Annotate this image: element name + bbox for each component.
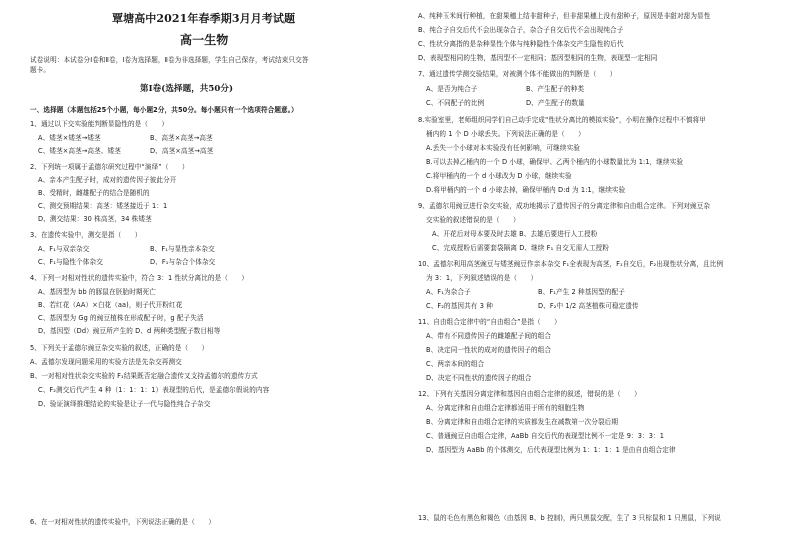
option-d: D、F₂中 1/2 高茎植株可稳定遗传 — [538, 302, 639, 310]
question-8-line-2: 桶内的 1 个 D 小球丢失。下列说法正确的是（ ） — [426, 130, 585, 138]
question-10-options-row-2 — [426, 302, 639, 311]
question-2-option-d: D、测交结果：30 株高茎，34 株矮茎 — [38, 215, 152, 223]
question-6-option-c: C、性状分离指的是杂种显性个体与纯种隐性个体杂交产生隐性的后代 — [418, 40, 624, 48]
option-d: D、高茎×高茎→高茎 — [150, 147, 214, 155]
question-2-option-c: C、测交预期结果：高茎：矮茎接近于 1：1 — [38, 202, 168, 210]
question-4-option-b: B、若红花（AA）×白花（aa)，则子代开粉红花 — [38, 301, 183, 309]
question-4-option-c: C、基因型为 Gg 的豌豆植株在形成配子时，g 配子失活 — [38, 314, 204, 322]
question-12-option-b: B、分离定律和自由组合定律的实质都发生在减数第一次分裂后期 — [426, 418, 619, 426]
section-heading: 第Ⅰ卷(选择题，共50分) — [140, 84, 234, 94]
question-11-option-c: C、两亲本间的组合 — [426, 360, 485, 368]
option-a: A、F₁与双亲杂交 — [38, 245, 90, 253]
question-12-option-d: D、基因型为 AaBb 的个体测交，后代表现型比例为 1：1：1：1 是由自由组合定律 — [426, 446, 676, 454]
question-11-option-a: A、带有不同遗传因子的雌雄配子间的组合 — [426, 332, 552, 340]
question-11: 11、自由组合定律中的“自由组合”是指（ ） — [418, 318, 561, 326]
question-1-options-row-2 — [38, 147, 213, 156]
right-column — [418, 0, 778, 550]
question-9-line-1: 9、孟德尔用豌豆进行杂交实验，成功地揭示了遗传因子的分离定律和自由组合定律。下列对豌豆杂 — [418, 202, 711, 210]
exam-notes-line-1: 试卷说明：本试卷分Ⅰ卷和Ⅱ卷，Ⅰ卷为选择题，Ⅱ卷为非选择题，学生自己保存，考试结束只交答 — [30, 56, 309, 64]
option-b: B、高茎×高茎→高茎 — [150, 134, 213, 142]
question-7-options-row-1 — [426, 85, 584, 94]
question-5-option-b: B、一对相对性状杂交实验的 F₁结果既否定融合遗传又支持孟德尔的遗传方式 — [30, 372, 258, 380]
question-6-option-a: A、纯种玉米间行种植，在甜果穗上结非甜种子，但非甜果穗上没有甜种子，原因是非甜对甜为显性 — [418, 12, 711, 20]
option-c: C、F₁与隐性个体杂交 — [38, 258, 103, 266]
exam-notes-line-2: 题卡。 — [30, 66, 51, 74]
instructions: 一、选择题（本题包括25个小题，每小题2分，共50分。每小题只有一个选项符合题意。） — [30, 106, 298, 114]
option-c: C、F₂的基因共有 3 种 — [426, 302, 493, 310]
option-a: A、F₁为杂合子 — [426, 288, 471, 296]
question-5-option-c: C、F₂测交后代产生 4 种（1：1：1：1）表现型的后代，是孟德尔假说的内容 — [38, 386, 270, 394]
option-d: D、F₁与杂合个体杂交 — [150, 258, 216, 266]
question-13: 13、鼠的毛色有黑色和褐色（由基因 B、b 控制)，两只黑鼠交配，生了 3 只棕鼠和 1 只黑鼠，下列说 — [418, 514, 721, 522]
question-7: 7、通过遗传学测交验结果，对被测个体不能做出的判断是（ ） — [418, 70, 617, 78]
question-8-option-a: A.丢失一个小球对本实验没有任何影响，可继续实验 — [426, 144, 580, 152]
question-2-option-b: B、受精时，雌雄配子的结合是随机的 — [38, 189, 150, 197]
question-8-option-d: D.将甲桶内的一个 d 小球去掉，确保甲桶内 D:d 为 1:1，继续实验 — [426, 186, 626, 194]
option-c: C、不同配子的比例 — [426, 99, 485, 107]
question-1-options-row-1 — [38, 134, 213, 143]
exam-title: 覃塘高中2021年春季期3月月考试题 — [112, 12, 296, 25]
question-5: 5、下列关于孟德尔豌豆杂交实验的叙述，正确的是（ ） — [30, 344, 209, 352]
left-column — [30, 0, 385, 550]
question-8-option-b: B.可以去掉乙桶内的一个 D 小球，确保甲、乙两个桶内的小球数量比为 1:1，继续实验 — [426, 158, 684, 166]
question-9-options-cd: C、完成授粉后需要套袋隔离 D、继续 F₁ 自交无需人工授粉 — [432, 244, 610, 252]
question-9-line-2: 交实验的叙述错误的是（ ） — [426, 216, 520, 224]
question-2-option-a: A、亲本产生配子时，成对的遗传因子彼此分开 — [38, 176, 177, 184]
question-11-option-d: D、决定不同性状的遗传因子的组合 — [426, 374, 532, 382]
option-d: D、产生配子的数量 — [526, 99, 585, 107]
question-3-options-row-2 — [38, 258, 215, 267]
question-4: 4、下列一对相对性状的遗传实验中，符合 3：1 性状分离比的是（ ） — [30, 274, 249, 282]
question-10-line-1: 10、孟德尔利用高茎豌豆与矮茎豌豆作亲本杂交 F₁全表现为高茎，F₁自交后，F₂出现性状分离，且比例 — [418, 260, 724, 268]
question-4-option-d: D、基因型（Dd）豌豆所产生的 D、d 两种类型配子数目相等 — [38, 327, 221, 335]
question-8-option-c: C.将甲桶内的一个 d 小球改为 D 小球，继续实验 — [426, 172, 572, 180]
question-3: 3、在遗传实验中，测交是指（ ） — [30, 231, 142, 239]
option-b: B、F₁与显性亲本杂交 — [150, 245, 215, 253]
question-12: 12、下列有关基因分离定律和基因自由组合定律的叙述，错误的是（ ） — [418, 390, 641, 398]
question-4-option-a: A、基因型为 bb 的豚鼠在胚胎时期死亡 — [38, 288, 156, 296]
question-12-option-a: A、分离定律和自由组合定律都适用于所有的细胞生物 — [426, 404, 585, 412]
question-1: 1、通过以下交实验能判断显隐性的是（ ） — [30, 120, 169, 128]
question-5-option-a: A、孟德尔发现问题采用的实验方法是先杂交再测交 — [30, 358, 182, 366]
question-10-options-row-1 — [426, 288, 625, 297]
option-b: B、产生配子的种类 — [526, 85, 585, 93]
question-6-option-b: B、纯合子自交后代不会出现杂合子，杂合子自交后代不会出现纯合子 — [418, 26, 624, 34]
option-a: A、是否为纯合子 — [426, 85, 478, 93]
option-c: C、矮茎×高茎→高茎、矮茎 — [38, 147, 121, 155]
question-9-options-ab: A、开花后对母本要及时去雄 B、去雄后要进行人工授粉 — [432, 230, 598, 238]
question-6: 6、在一对相对性状的遗传实验中，下列说法正确的是（ ） — [30, 518, 216, 526]
option-b: B、F₁产生 2 种基因型的配子 — [538, 288, 625, 296]
option-a: A、矮茎×矮茎→矮茎 — [38, 134, 101, 142]
question-11-option-b: B、决定同一性状的成对的遗传因子的组合 — [426, 346, 552, 354]
question-8-line-1: 8.实验室里，老师组织同学们自己动手完成“性状分离比的模拟实验”，小明在操作过程中不慎将甲 — [418, 116, 706, 124]
question-7-options-row-2 — [426, 99, 585, 108]
question-3-options-row-1 — [38, 245, 215, 254]
question-12-option-c: C、普通豌豆自由组合定律，AaBb 自交后代的表现型比例不一定是 9：3：3：1 — [426, 432, 665, 440]
subject-title: 高一生物 — [180, 33, 229, 47]
question-5-option-d: D、验证演绎推理结论的实验是让子一代与隐性纯合子杂交 — [38, 400, 211, 408]
question-10-line-2: 为 3：1，下列叙述错误的是（ ） — [426, 274, 538, 282]
question-2: 2、下列统一项属于孟德尔研究过程中“演绎”（ ） — [30, 163, 189, 171]
question-6-option-d: D、表现型相同的生物，基因型不一定相同；基因型相同的生物，表现型一定相同 — [418, 54, 658, 62]
